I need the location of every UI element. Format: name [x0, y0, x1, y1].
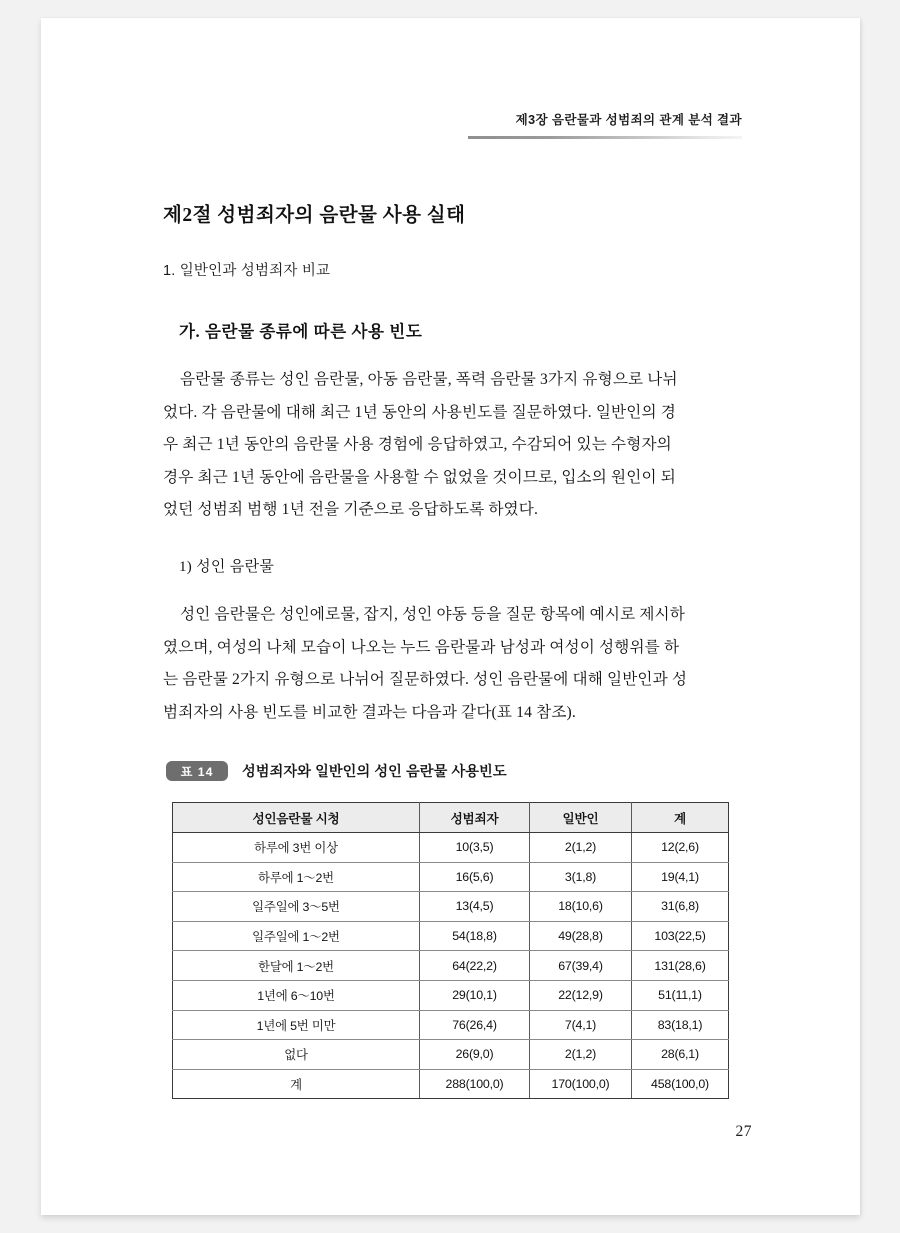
table-cell-offender: 64(22,2) — [420, 951, 530, 981]
paragraph-2-line-1 — [163, 599, 741, 632]
table-number-badge: 표 14 — [166, 761, 228, 781]
table-row — [173, 892, 729, 922]
table-cell-offender: 26(9,0) — [420, 1040, 530, 1070]
paragraph-1-line-1-text: 음란물 종류는 성인 음란물, 아동 음란물, 폭력 음란물 3가지 유형으로 나뉘 — [180, 371, 678, 388]
table-cell-total: 51(11,1) — [632, 980, 729, 1010]
subsection-heading-2: 가. 음란물 종류에 따른 사용 빈도 — [179, 322, 423, 341]
document-page — [41, 18, 860, 1215]
table-cell-category: 1년에 5번 미만 — [173, 1010, 420, 1040]
table-header-row — [173, 803, 729, 833]
running-header-rule — [468, 136, 742, 139]
paragraph-2-line-4: 범죄자의 사용 빈도를 비교한 결과는 다음과 같다(표 14 참조). — [163, 703, 576, 721]
paragraph-1-line-1 — [163, 364, 741, 397]
table-cell-offender: 29(10,1) — [420, 980, 530, 1010]
table-cell-general: 22(12,9) — [530, 980, 632, 1010]
table-cell-general: 2(1,2) — [530, 833, 632, 863]
table-col-header-category: 성인음란물 시청 — [173, 803, 420, 833]
table-row — [173, 980, 729, 1010]
table-cell-total: 12(2,6) — [632, 833, 729, 863]
table-cell-offender: 10(3,5) — [420, 833, 530, 863]
table-cell-total: 458(100,0) — [632, 1069, 729, 1099]
table-cell-category: 일주일에 3〜5번 — [173, 892, 420, 922]
paragraph-2-line-3: 는 음란물 2가지 유형으로 나뉘어 질문하였다. 성인 음란물에 대해 일반인과 성 — [163, 671, 688, 688]
table-cell-general: 170(100,0) — [530, 1069, 632, 1099]
paragraph-1-line-4: 경우 최근 1년 동안에 음란물을 사용할 수 없었을 것이므로, 입소의 원인이 되 — [163, 468, 676, 486]
table-cell-total: 131(28,6) — [632, 951, 729, 981]
running-header-text: 제3장 음란물과 성범죄의 관계 분석 결과 — [515, 113, 742, 127]
paragraph-1-line-2: 었다. 각 음란물에 대해 최근 1년 동안의 사용빈도를 질문하였다. 일반인의 경 — [163, 403, 676, 421]
table-col-header-total: 계 — [632, 803, 729, 833]
table-cell-offender: 54(18,8) — [420, 921, 530, 951]
paragraph-2-line-1-text: 성인 음란물은 성인에로물, 잡지, 성인 야동 등을 질문 항목에 예시로 제시하 — [180, 606, 685, 623]
table-cell-category: 없다 — [173, 1040, 420, 1070]
table-row — [173, 951, 729, 981]
table-row — [173, 921, 729, 951]
table-cell-category: 하루에 1〜2번 — [173, 862, 420, 892]
data-table-container — [172, 802, 728, 1099]
table-cell-general: 2(1,2) — [530, 1040, 632, 1070]
table-cell-category: 하루에 3번 이상 — [173, 833, 420, 863]
table-cell-offender: 13(4,5) — [420, 892, 530, 922]
table-cell-offender: 288(100,0) — [420, 1069, 530, 1099]
table-body — [173, 833, 729, 1099]
paragraph-1-line-3: 우 최근 1년 동안의 음란물 사용 경험에 응답하였고, 수감되어 있는 수형자의 — [163, 436, 672, 453]
table-cell-total: 28(6,1) — [632, 1040, 729, 1070]
table-row — [173, 1040, 729, 1070]
table-cell-offender: 16(5,6) — [420, 862, 530, 892]
table-cell-category: 1년에 6〜10번 — [173, 980, 420, 1010]
paragraph-1 — [163, 364, 741, 527]
table-cell-general: 7(4,1) — [530, 1010, 632, 1040]
paragraph-2 — [163, 599, 741, 729]
subsection-heading-3: 1) 성인 음란물 — [179, 559, 275, 575]
table-cell-general: 49(28,8) — [530, 921, 632, 951]
page-number: 27 — [735, 1123, 752, 1140]
table-col-header-offender: 성범죄자 — [420, 803, 530, 833]
table-cell-total: 103(22,5) — [632, 921, 729, 951]
table-cell-total: 19(4,1) — [632, 862, 729, 892]
table-header — [173, 803, 729, 833]
table-caption-text: 성범죄자와 일반인의 성인 음란물 사용빈도 — [242, 764, 507, 780]
table-row — [173, 1069, 729, 1099]
subsection-heading-1: 1. 일반인과 성범죄자 비교 — [163, 263, 331, 279]
table-cell-total: 31(6,8) — [632, 892, 729, 922]
paragraph-2-line-2: 였으며, 여성의 나체 모습이 나오는 누드 음란물과 남성과 여성이 성행위를 하 — [163, 638, 680, 656]
section-heading: 제2절 성범죄자의 음란물 사용 실태 — [163, 205, 466, 226]
table-row — [173, 1010, 729, 1040]
usage-frequency-table — [172, 802, 729, 1099]
table-cell-general: 67(39,4) — [530, 951, 632, 981]
table-cell-category: 계 — [173, 1069, 420, 1099]
table-col-header-general: 일반인 — [530, 803, 632, 833]
table-cell-general: 3(1,8) — [530, 862, 632, 892]
paragraph-1-line-5: 었던 성범죄 범행 1년 전을 기준으로 응답하도록 하였다. — [163, 501, 539, 518]
table-cell-offender: 76(26,4) — [420, 1010, 530, 1040]
table-cell-category: 일주일에 1〜2번 — [173, 921, 420, 951]
table-cell-general: 18(10,6) — [530, 892, 632, 922]
table-cell-total: 83(18,1) — [632, 1010, 729, 1040]
table-row — [173, 833, 729, 863]
table-caption — [166, 760, 507, 782]
table-row — [173, 862, 729, 892]
table-cell-category: 한달에 1〜2번 — [173, 951, 420, 981]
